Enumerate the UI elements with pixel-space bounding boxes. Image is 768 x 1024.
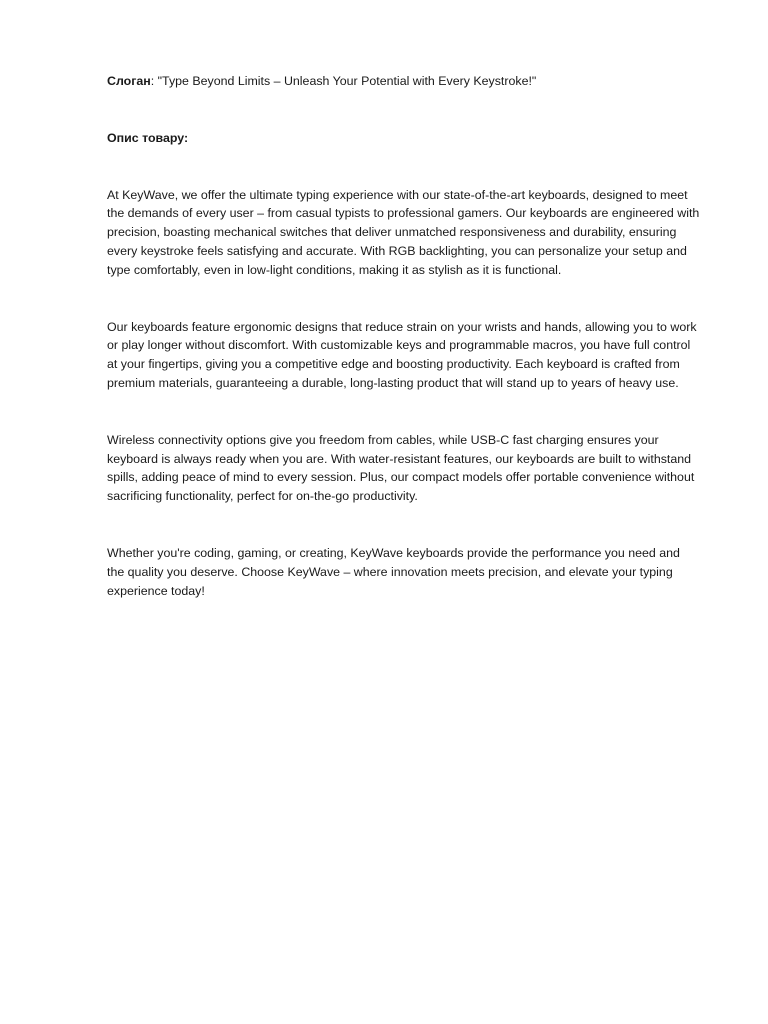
paragraph-line: sacrificing functionality, perfect for on-the-go productivity. [107, 489, 418, 504]
document-content [107, 72, 717, 638]
paragraph-line: spills, adding peace of mind to every session. Plus, our compact models offer portable convenience without [107, 470, 695, 485]
description-heading: Опис товару: [107, 130, 189, 145]
slogan-text: "Type Beyond Limits – Unleash Your Potential with Every Keystroke!" [157, 74, 537, 88]
paragraph-line: at your fingertips, giving you a competitive edge and boosting productivity. Each keyboard is crafted from [107, 357, 680, 372]
paragraph-line: At KeyWave, we offer the ultimate typing experience with our state-of-the-art keyboards, designed to meet [107, 187, 688, 202]
paragraph-line: every keystroke feels satisfying and accurate. With RGB backlighting, you can personalize your setup and [107, 243, 687, 258]
paragraph-1 [107, 186, 717, 280]
paragraph-line: experience today! [107, 583, 205, 598]
slogan-separator: : [150, 74, 158, 88]
paragraph-line: Our keyboards feature ergonomic designs that reduce strain on your wrists and hands, allowing you to work [107, 319, 697, 334]
paragraph-line: the quality you deserve. Choose KeyWave – where innovation meets precision, and elevate your typing [107, 564, 673, 579]
paragraph-line: keyboard is always ready when you are. With water-resistant features, our keyboards are built to withstand [107, 451, 692, 466]
paragraph-line: or play longer without discomfort. With customizable keys and programmable macros, you have full control [107, 338, 691, 353]
paragraph-line: Wireless connectivity options give you freedom from cables, while USB-C fast charging ensures your [107, 432, 659, 447]
paragraph-line: precision, boasting mechanical switches that deliver unmatched responsiveness and durability, ensuring [107, 225, 677, 240]
paragraph-line: type comfortably, even in low-light conditions, making it as stylish as it is functional. [107, 262, 562, 277]
paragraph-line: Whether you're coding, gaming, or creating, KeyWave keyboards provide the performance you need and [107, 545, 680, 560]
paragraph-line: premium materials, guaranteeing a durable, long-lasting product that will stand up to years of heavy use. [107, 375, 679, 390]
paragraph-2 [107, 318, 717, 393]
slogan-label: Слоган [107, 74, 151, 88]
slogan-line [107, 72, 717, 91]
paragraph-3 [107, 431, 717, 506]
paragraph-4 [107, 544, 717, 600]
paragraph-line: the demands of every user – from casual typists to professional gamers. Our keyboards are engineered with [107, 206, 700, 221]
